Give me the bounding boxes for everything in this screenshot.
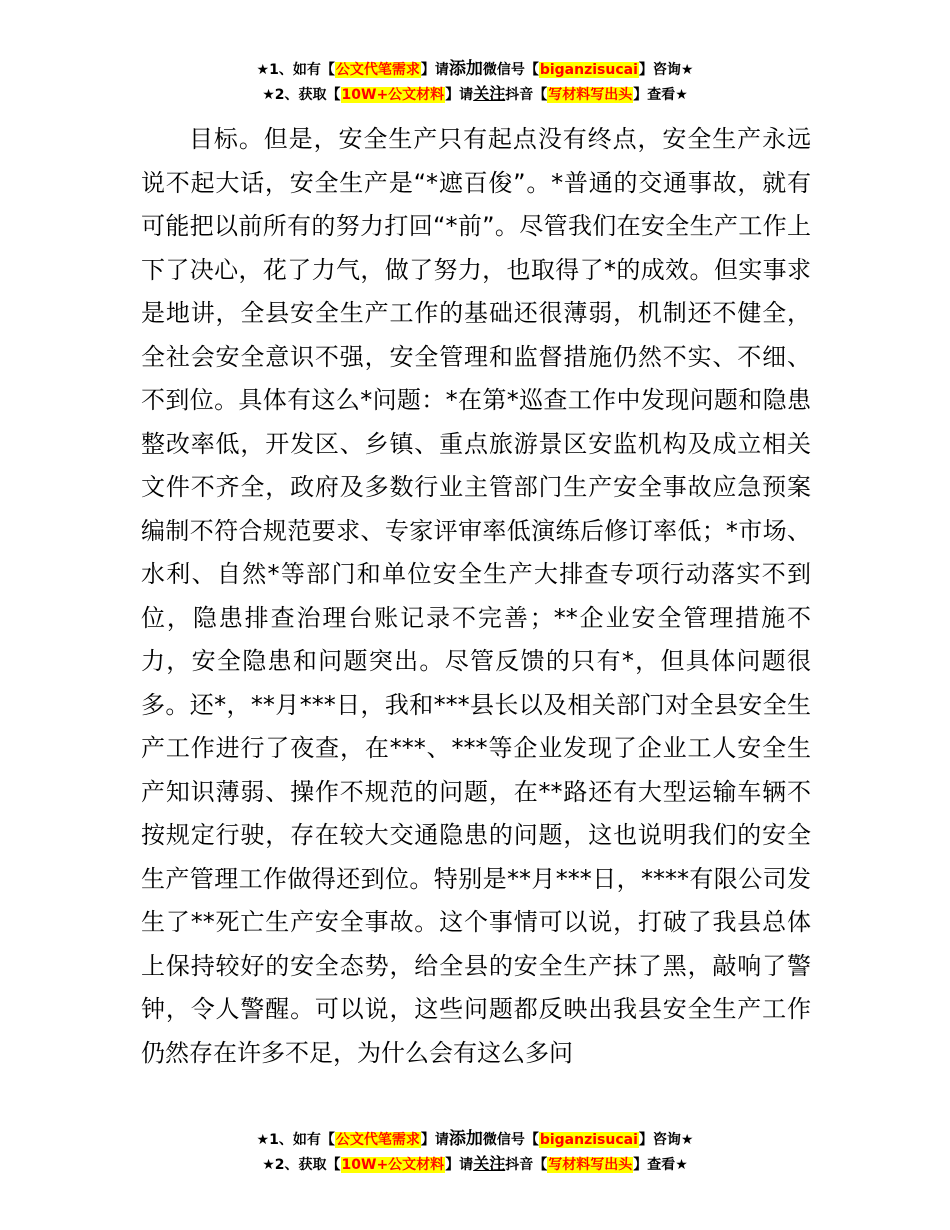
header-l2-prefix: ★2、获取【 [262, 87, 341, 103]
header-banner-line-1 [0, 58, 950, 82]
footer-l2-highlight-account: 写材料写出头 [548, 1157, 633, 1173]
footer-l1-suffix: 】咨询★ [638, 1132, 694, 1148]
document-body [141, 118, 811, 1075]
header-banner [0, 58, 950, 107]
footer-l2-mid1: 】请 [445, 1157, 474, 1173]
footer-l1-emphasis: 添加 [448, 1129, 483, 1149]
header-l1-highlight-service: 公文代笔需求 [335, 62, 420, 78]
header-l2-mid1: 】请 [445, 87, 474, 103]
header-l1-highlight-wechat-id: biganzisucai [539, 62, 638, 78]
header-l1-prefix: ★1、如有【 [256, 62, 335, 78]
footer-l1-mid2: 微信号【 [482, 1132, 539, 1148]
header-l2-highlight-account: 写材料写出头 [548, 87, 633, 103]
footer-l1-mid1: 】请 [420, 1132, 449, 1148]
footer-l2-highlight-materials: 10W+公文材料 [341, 1157, 445, 1173]
footer-l1-highlight-wechat-id: biganzisucai [539, 1132, 638, 1148]
footer-l2-suffix: 】查看★ [633, 1157, 688, 1173]
header-l2-mid2: 抖音【 [505, 87, 548, 103]
footer-l2-emphasis: 关注 [473, 1154, 506, 1173]
header-l2-suffix: 】查看★ [633, 87, 688, 103]
footer-banner-line-1 [0, 1128, 950, 1152]
header-l1-suffix: 】咨询★ [638, 62, 694, 78]
header-l2-highlight-materials: 10W+公文材料 [341, 87, 445, 103]
footer-banner-line-2 [0, 1152, 950, 1177]
header-banner-line-2 [0, 82, 950, 107]
footer-banner [0, 1128, 950, 1177]
footer-l2-mid2: 抖音【 [505, 1157, 548, 1173]
footer-l2-prefix: ★2、获取【 [262, 1157, 341, 1173]
footer-l1-prefix: ★1、如有【 [256, 1132, 335, 1148]
header-l1-mid1: 】请 [420, 62, 449, 78]
header-l1-emphasis: 添加 [448, 59, 483, 79]
header-l2-emphasis: 关注 [473, 84, 506, 103]
footer-l1-highlight-service: 公文代笔需求 [335, 1132, 420, 1148]
body-paragraph: 目标。但是，安全生产只有起点没有终点，安全生产永远说不起大话，安全生产是“*遮百俊”。*普通的交通事故，就有可能把以前所有的努力打回“*前”。尽管我们在安全生产工作上下了决心，花了力气，做了努力，也取得了*的成效。但实事求是地讲，全县安全生产工作的基础还很薄弱，机制还不健全，全社会安全意识不强，安全管理和监督措施仍然不实、不细、不到位。具体有这么*问题：*在第*巡查工作中发现问题和隐患整改率低，开发区、乡镇、重点旅游景区安监机构及成立相关文件不齐全，政府及多数行业主管部门生产安全事故应急预案编制不符合规范要求、专家评审率低演练后修订率低；*市场、水利、自然*等部门和单位安全生产大排查专项行动落实不到位，隐患排查治理台账记录不完善；**企业安全管理措施不力，安全隐患和问题突出。尽管反馈的只有*，但具体问题很多。还*，**月***日，我和***县长以及相关部门对全县安全生产工作进行了夜查，在***、***等企业发现了企业工人安全生产知识薄弱、操作不规范的问题，在**路还有大型运输车辆不按规定行驶，存在较大交通隐患的问题，这也说明我们的安全生产管理工作做得还到位。特别是**月***日，****有限公司发生了**死亡生产安全事故。这个事情可以说，打破了我县总体上保持较好的安全态势，给全县的安全生产抹了黑，敲响了警钟，令人警醒。可以说，这些问题都反映出我县安全生产工作仍然存在许多不足，为什么会有这么多问 [141, 125, 811, 1067]
header-l1-mid2: 微信号【 [482, 62, 539, 78]
